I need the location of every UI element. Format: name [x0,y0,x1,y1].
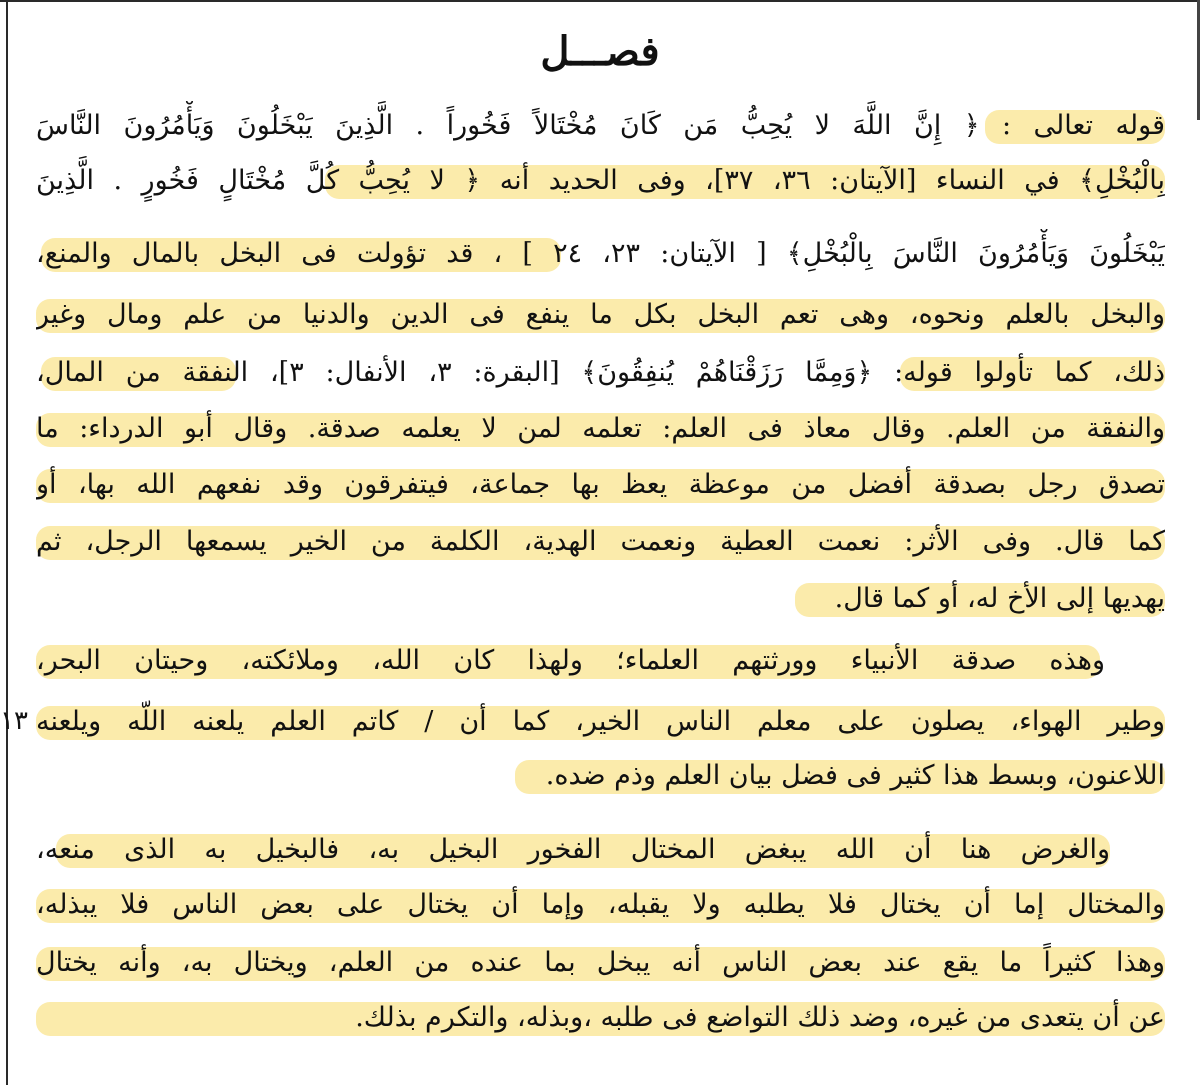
text-line [36,938,1165,988]
text-line [36,697,1165,747]
line-text: ذلك، كما تأولوا قوله: ﴿وَمِمَّا رَزَقْنَاهُمْ يُنفِقُونَ﴾ [البقرة: ٣، الأنفال: ٣]، النفقة من المال، [36,357,1165,388]
text-line [36,101,1165,151]
line-text: عن أن يتعدى من غيره، وضد ذلك التواضع فى طلبه ،وبذله، والتكرم بذلك. [355,1002,1165,1033]
line-text: وهذه صدقة الأنبياء وورثتهم العلماء؛ ولهذا كان الله، وملائكته، وحيتان البحر، [36,645,1105,676]
line-text: بِالْبُخْلِ﴾ في النساء [الآيتان: ٣٦، ٣٧]، وفى الحديد أنه ﴿ لا يُحِبُّ كُلَّ مُخْتَالٍ فَخُورٍ . الَّذِينَ [36,165,1165,196]
line-text: يهديها إلى الأخ له، أو كما قال. [834,583,1165,614]
line-text: تصدق رجل بصدقة أفضل من موعظة يعظ بها جماعة، فيتفرقون وقد نفعهم الله بها، أو [36,469,1165,500]
text-line [36,229,1165,279]
line-text: اللاعنون، وبسط هذا كثير فى فضل بيان العلم وذم ضده. [545,760,1165,791]
text-line [36,825,1165,875]
text-line [36,751,1165,801]
line-text: والغرض هنا أن الله يبغض المختال الفخور البخيل به، فالبخيل به الذى منعه، [36,834,1110,865]
line-text: كما قال. وفى الأثر: نعمت العطية ونعمت الهدية، الكلمة من الخير يسمعها الرجل، ثم [36,526,1165,557]
section-title: فصـــل [540,28,660,75]
text-line [36,460,1165,510]
text-line [36,574,1165,624]
line-text: قوله تعالى : ﴿ إِنَّ اللَّهَ لا يُحِبُّ مَن كَانَ مُخْتَالاً فَخُوراً . الَّذِينَ يَبْخَلُونَ وَيَأْمُرُونَ النَّاسَ [36,110,1165,141]
line-text: والنفقة من العلم. وقال معاذ فى العلم: تعلمه لمن لا يعلمه صدقة. وقال أبو الدرداء: ما [36,413,1165,444]
text-line [36,993,1165,1043]
margin-page-number: ١٣ [0,706,28,736]
line-text: وطير الهواء، يصلون على معلم الناس الخير، كما أن / كاتم العلم يلعنه اللّه ويلعنه [36,706,1165,737]
text-line [36,880,1165,930]
text-line [36,636,1165,686]
page-border-top [0,0,1200,2]
text-line [36,348,1165,398]
page-border-left [6,0,8,1085]
text-line [36,156,1165,206]
line-text: يَبْخَلُونَ وَيَأْمُرُونَ النَّاسَ بِالْبُخْلِ﴾ [ الآيتان: ٢٣، ٢٤ ] ، قد تؤولت فى البخل بالمال والمنع، [36,238,1165,269]
text-line [36,290,1165,340]
text-line [36,404,1165,454]
text-line [36,517,1165,567]
line-text: والبخل بالعلم ونحوه، وهى تعم البخل بكل ما ينفع فى الدين والدنيا من علم ومال وغير [36,299,1165,330]
line-text: وهذا كثيراً ما يقع عند بعض الناس أنه يبخل بما عنده من العلم، ويختال به، وأنه يختال [36,947,1165,978]
line-text: والمختال إما أن يختال فلا يطلبه ولا يقبله، وإما أن يختال على بعض الناس فلا يبذله، [36,889,1165,920]
